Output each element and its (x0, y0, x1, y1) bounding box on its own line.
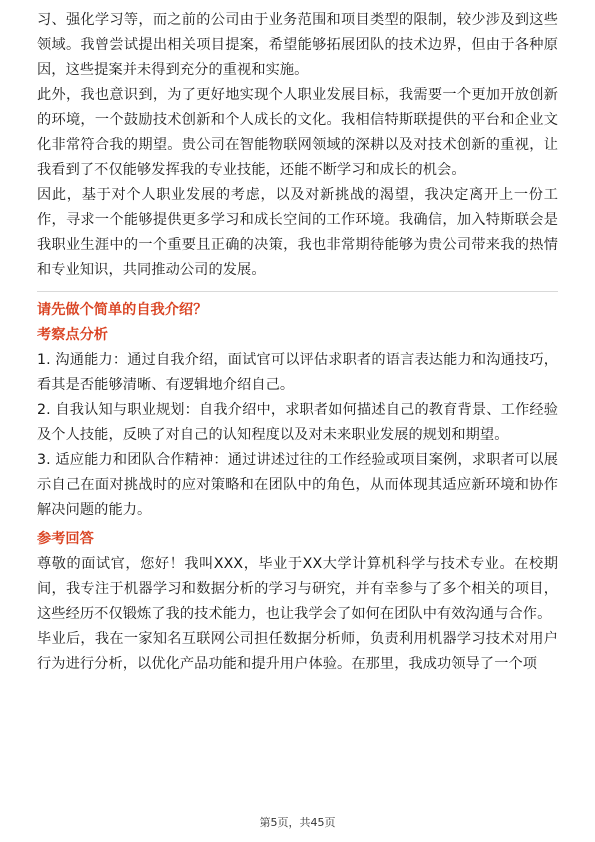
analysis-item: 2. 自我认知与职业规划：自我介绍中，求职者如何描述自己的教育背景、工作经验及个人技能，反映了对自己的认知程度以及对未来职业发展的规划和期望。 (37, 402, 558, 443)
analysis-heading: 考察点分析 (37, 327, 108, 343)
paragraph: 习、强化学习等，而之前的公司由于业务范围和项目类型的限制，较少涉及到这些领域。我曾尝试提出相关项目提案，希望能够拓展团队的技术边界，但由于各种原因，这些提案并未得到充分的重视和实施。 (37, 12, 558, 78)
section-divider (37, 291, 558, 292)
question-heading: 请先做个简单的自我介绍？ (37, 302, 208, 318)
analysis-item: 3. 适应能力和团队合作精神：通过讲述过往的工作经验或项目案例，求职者可以展示自己在面对挑战时的应对策略和在团队中的角色，从而体现其适应新环境和协作解决问题的能力。 (37, 452, 558, 518)
analysis-item: 1. 沟通能力：通过自我介绍，面试官可以评估求职者的语言表达能力和沟通技巧，看其是否能够清晰、有逻辑地介绍自己。 (37, 352, 558, 393)
answer-heading: 参考回答 (37, 531, 94, 547)
page-number: 第5页，共45页 (259, 816, 336, 829)
page-content (37, 8, 558, 677)
answer-paragraph: 尊敬的面试官，您好！我叫XXX，毕业于XX大学计算机科学与技术专业。在校期间，我专注于机器学习和数据分析的学习与研究，并有幸参与了多个相关的项目，这些经历不仅锻炼了我的技术能力，也让我学会了如何在团队中有效沟通与合作。 (37, 556, 558, 622)
paragraph: 此外，我也意识到，为了更好地实现个人职业发展目标，我需要一个更加开放创新的环境，一个鼓励技术创新和个人成长的文化。我相信特斯联提供的平台和企业文化非常符合我的期望。贵公司在智能物联网领域的深耕以及对技术创新的重视，让我看到了不仅能够发挥我的专业技能，还能不断学习和成长的机会。 (37, 87, 558, 178)
paragraph: 因此，基于对个人职业发展的考虑，以及对新挑战的渴望，我决定离开上一份工作，寻求一个能够提供更多学习和成长空间的工作环境。我确信，加入特斯联会是我职业生涯中的一个重要且正确的决策，我也非常期待能够为贵公司带来我的热情和专业知识，共同推动公司的发展。 (37, 187, 558, 278)
answer-paragraph: 毕业后，我在一家知名互联网公司担任数据分析师，负责利用机器学习技术对用户行为进行分析，以优化产品功能和提升用户体验。在那里，我成功领导了一个项 (37, 631, 558, 672)
